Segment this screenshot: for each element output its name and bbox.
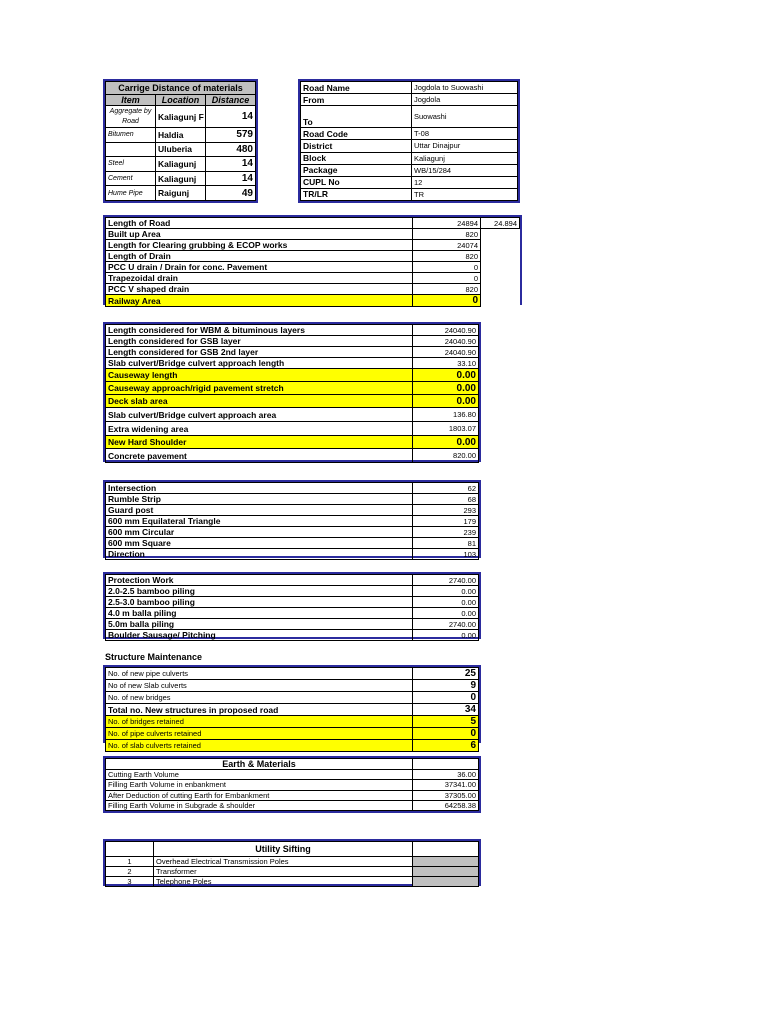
- utility-value-cell: [413, 877, 479, 887]
- protection-value: 0.00: [413, 608, 479, 619]
- road-info-label: Road Name: [301, 82, 412, 94]
- header-item: Item: [106, 95, 156, 106]
- utility-no: 2: [106, 867, 154, 877]
- length-label: PCC V shaped drain: [106, 284, 413, 295]
- protection-value: 2740.00: [413, 619, 479, 630]
- earth-label: After Deduction of cutting Earth for Embankment: [106, 790, 413, 800]
- road-info-label: Road Code: [301, 128, 412, 140]
- structure-label: No. of new pipe culverts: [106, 668, 413, 680]
- carriage-item: Hume Pipe: [106, 186, 156, 201]
- road-info-label: TR/LR: [301, 188, 412, 200]
- protection-label: 2.0-2.5 bamboo piling: [106, 586, 413, 597]
- header-distance: Distance: [206, 95, 256, 106]
- carriage-distance: 480: [206, 142, 256, 157]
- structure-label: No. of new bridges: [106, 692, 413, 704]
- safety-label: Direction: [106, 549, 413, 560]
- length-label: Trapezoidal drain: [106, 273, 413, 284]
- utility-label: Telephone Poles: [154, 877, 413, 887]
- road-info-value: T-08: [412, 128, 518, 140]
- safety-value: 293: [413, 505, 479, 516]
- carriage-location: Uluberia: [156, 142, 206, 157]
- structure-label: No. of bridges retained: [106, 716, 413, 728]
- safety-value: 81: [413, 538, 479, 549]
- header-location: Location: [156, 95, 206, 106]
- carriage-location: Raigunj: [156, 186, 206, 201]
- protection-table: [103, 572, 481, 639]
- carriage-location: Kaliagunj: [156, 157, 206, 172]
- layer-value: 33.10: [413, 358, 479, 369]
- structure-value: 9: [413, 680, 479, 692]
- structure-value: 5: [413, 716, 479, 728]
- structure-label: No of new Slab culverts: [106, 680, 413, 692]
- length-label: Length for Clearing grubbing & ECOP works: [106, 240, 413, 251]
- safety-label: 600 mm Equilateral Triangle: [106, 516, 413, 527]
- length-value: 820: [413, 284, 481, 295]
- protection-value: 0.00: [413, 586, 479, 597]
- earth-label: Filling Earth Volume in Subgrade & shoulder: [106, 800, 413, 810]
- utility-label: Overhead Electrical Transmission Poles: [154, 857, 413, 867]
- layers-table: [103, 322, 481, 462]
- earth-value: 64258.38: [413, 800, 479, 810]
- structure-value: 6: [413, 740, 479, 752]
- protection-label: 4.0 m balla piling: [106, 608, 413, 619]
- utility-value-cell: [413, 867, 479, 877]
- safety-table: [103, 480, 481, 558]
- earth-title: Earth & Materials: [106, 759, 413, 770]
- carriage-location: Kaliagunj F: [156, 106, 206, 128]
- structure-label: No. of pipe culverts retained: [106, 728, 413, 740]
- length-km-value: 24.894: [481, 218, 520, 229]
- layer-label: Causeway approach/rigid pavement stretch: [106, 382, 413, 395]
- carriage-distance-table: [103, 79, 258, 203]
- safety-label: 600 mm Circular: [106, 527, 413, 538]
- utility-no: 3: [106, 877, 154, 887]
- length-label: Built up Area: [106, 229, 413, 240]
- length-label: Length of Drain: [106, 251, 413, 262]
- layer-value: 820.00: [413, 449, 479, 463]
- safety-value: 179: [413, 516, 479, 527]
- protection-value: 2740.00: [413, 575, 479, 586]
- road-info-value: 12: [412, 176, 518, 188]
- protection-label: 5.0m balla piling: [106, 619, 413, 630]
- structure-value: 34: [413, 704, 479, 716]
- carriage-item: [106, 142, 156, 157]
- layer-label: Deck slab area: [106, 395, 413, 408]
- road-info-value: Uttar Dinajpur: [412, 140, 518, 152]
- length-value: 820: [413, 251, 481, 262]
- length-value: 24894: [413, 218, 481, 229]
- carriage-location: Haldia: [156, 128, 206, 143]
- utility-value-cell: [413, 857, 479, 867]
- utility-label: Transformer: [154, 867, 413, 877]
- layer-label: Length considered for GSB 2nd layer: [106, 347, 413, 358]
- layer-label: Concrete pavement: [106, 449, 413, 463]
- earth-value: 37305.00: [413, 790, 479, 800]
- carriage-item: Cement: [106, 171, 156, 186]
- road-info-value: WB/15/284: [412, 164, 518, 176]
- length-label: Railway Area: [106, 295, 413, 307]
- carriage-item: Bitumen: [106, 128, 156, 143]
- safety-value: 239: [413, 527, 479, 538]
- structure-label: No. of slab culverts retained: [106, 740, 413, 752]
- carriage-distance: 14: [206, 171, 256, 186]
- road-info-label: To: [301, 106, 412, 128]
- length-value: 820: [413, 229, 481, 240]
- carriage-distance: 14: [206, 157, 256, 172]
- length-label: PCC U drain / Drain for conc. Pavement: [106, 262, 413, 273]
- layer-value: 24040.90: [413, 325, 479, 336]
- safety-value: 62: [413, 483, 479, 494]
- utility-no: 1: [106, 857, 154, 867]
- earth-value: 36.00: [413, 770, 479, 780]
- length-value: 24074: [413, 240, 481, 251]
- road-info-label: Block: [301, 152, 412, 164]
- structure-value: 0: [413, 692, 479, 704]
- protection-label: Boulder Sausage/ Pitching: [106, 630, 413, 641]
- road-info-value: TR: [412, 188, 518, 200]
- road-info-value: Jogdola: [412, 94, 518, 106]
- earth-table: [103, 756, 481, 813]
- earth-value: 37341.00: [413, 780, 479, 790]
- layer-value: 1803.07: [413, 422, 479, 436]
- safety-label: Guard post: [106, 505, 413, 516]
- layer-label: Causeway length: [106, 369, 413, 382]
- road-info-value: Suowashi: [412, 106, 518, 128]
- protection-label: 2.5-3.0 bamboo piling: [106, 597, 413, 608]
- road-info-table: [298, 79, 520, 203]
- carriage-distance: 14: [206, 106, 256, 128]
- structure-value: 0: [413, 728, 479, 740]
- length-value: 0: [413, 273, 481, 284]
- protection-value: 0.00: [413, 630, 479, 641]
- structure-value: 25: [413, 668, 479, 680]
- layer-value: 24040.90: [413, 336, 479, 347]
- earth-label: Cutting Earth Volume: [106, 770, 413, 780]
- layer-label: Slab culvert/Bridge culvert approach area: [106, 408, 413, 422]
- road-info-value: Jogdola to Suowashi: [412, 82, 518, 94]
- length-value: 0: [413, 295, 481, 307]
- safety-label: Rumble Strip: [106, 494, 413, 505]
- safety-value: 103: [413, 549, 479, 560]
- structure-title: Structure Maintenance: [105, 652, 203, 662]
- road-info-label: CUPL No: [301, 176, 412, 188]
- layer-value: 0.00: [413, 436, 479, 449]
- length-value: 0: [413, 262, 481, 273]
- layer-label: Length considered for GSB layer: [106, 336, 413, 347]
- layer-value: 0.00: [413, 382, 479, 395]
- layer-value: 0.00: [413, 395, 479, 408]
- carriage-title: Carrige Distance of materials: [106, 82, 256, 95]
- layer-label: Slab culvert/Bridge culvert approach length: [106, 358, 413, 369]
- length-label: Length of Road: [106, 218, 413, 229]
- carriage-distance: 579: [206, 128, 256, 143]
- layer-value: 24040.90: [413, 347, 479, 358]
- protection-value: 0.00: [413, 597, 479, 608]
- safety-label: 600 mm Square: [106, 538, 413, 549]
- utility-title: Utility Sifting: [154, 842, 413, 857]
- layer-label: Extra widening area: [106, 422, 413, 436]
- structure-table: [103, 665, 481, 751]
- utility-table: [103, 839, 481, 886]
- layer-label: New Hard Shoulder: [106, 436, 413, 449]
- safety-value: 68: [413, 494, 479, 505]
- carriage-item: Steel: [106, 157, 156, 172]
- road-info-label: From: [301, 94, 412, 106]
- road-info-label: District: [301, 140, 412, 152]
- layer-value: 0.00: [413, 369, 479, 382]
- length-table: [103, 215, 522, 305]
- layer-value: 136.80: [413, 408, 479, 422]
- protection-label: Protection Work: [106, 575, 413, 586]
- layer-label: Length considered for WBM & bituminous layers: [106, 325, 413, 336]
- road-info-label: Package: [301, 164, 412, 176]
- earth-label: Filling Earth Volume in enbankment: [106, 780, 413, 790]
- safety-label: Intersection: [106, 483, 413, 494]
- carriage-item: Aggregate by Road: [106, 106, 156, 128]
- carriage-distance: 49: [206, 186, 256, 201]
- structure-label: Total no. New structures in proposed road: [106, 704, 413, 716]
- carriage-location: Kaliagunj: [156, 171, 206, 186]
- road-info-value: Kaliagunj: [412, 152, 518, 164]
